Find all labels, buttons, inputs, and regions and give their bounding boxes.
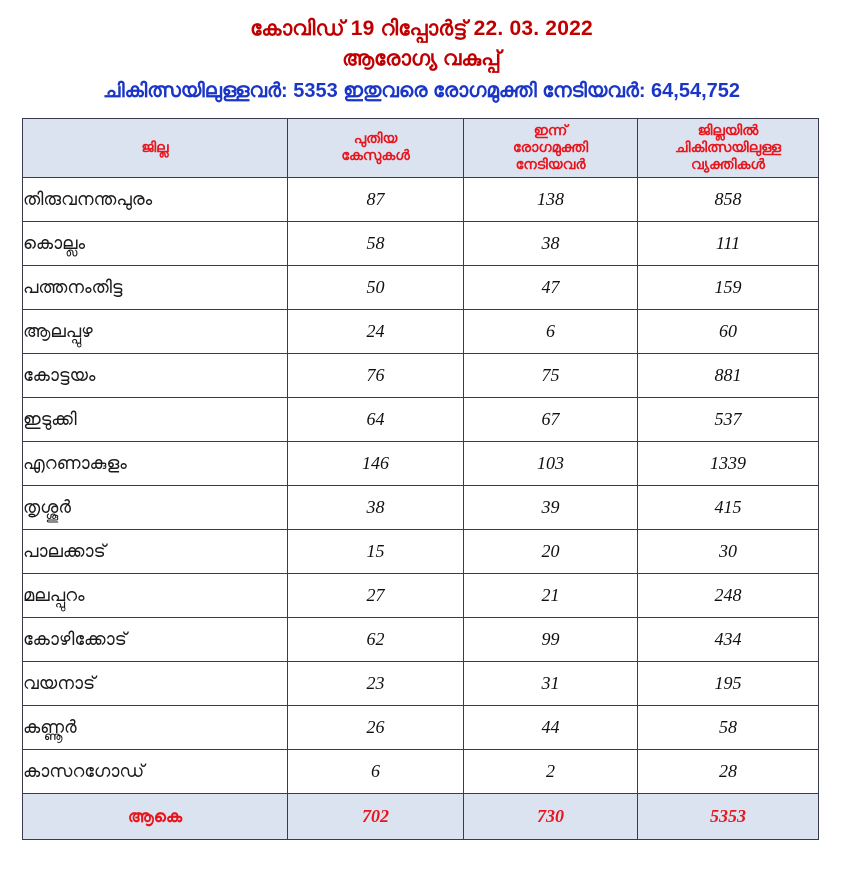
cell-recovered-today: 47 bbox=[464, 266, 638, 310]
cell-new-cases: 15 bbox=[288, 530, 464, 574]
column-header-new-cases-line-2: കേസുകൾ bbox=[341, 148, 410, 164]
cell-active-cases: 881 bbox=[638, 354, 819, 398]
table-row bbox=[23, 706, 819, 750]
cell-recovered-today: 31 bbox=[464, 662, 638, 706]
cell-new-cases: 24 bbox=[288, 310, 464, 354]
column-header-district-line-1: ജില്ല bbox=[141, 139, 169, 156]
cell-district: പാലക്കാട് bbox=[23, 530, 288, 574]
table-row bbox=[23, 574, 819, 618]
table-row bbox=[23, 222, 819, 266]
cell-active-cases: 858 bbox=[638, 178, 819, 222]
cell-district: കൊല്ലം bbox=[23, 222, 288, 266]
column-header-recovered-today-line-2: രോഗമുക്തി bbox=[512, 139, 589, 156]
cell-district: തൃശ്ശൂർ bbox=[23, 486, 288, 530]
cell-district: ആലപ്പുഴ bbox=[23, 310, 288, 354]
cell-district: വയനാട് bbox=[23, 662, 288, 706]
cell-district: ഇടുക്കി bbox=[23, 398, 288, 442]
cell-active-cases: 30 bbox=[638, 530, 819, 574]
cell-active-cases: 58 bbox=[638, 706, 819, 750]
cell-total-recovered-today: 730 bbox=[464, 794, 638, 840]
cell-recovered-today: 44 bbox=[464, 706, 638, 750]
cell-new-cases: 27 bbox=[288, 574, 464, 618]
cell-new-cases: 26 bbox=[288, 706, 464, 750]
cell-recovered-today: 6 bbox=[464, 310, 638, 354]
column-header-active-cases bbox=[638, 119, 819, 178]
table-total-row bbox=[23, 794, 819, 840]
cell-recovered-today: 39 bbox=[464, 486, 638, 530]
cell-new-cases: 64 bbox=[288, 398, 464, 442]
cell-active-cases: 28 bbox=[638, 750, 819, 794]
cell-recovered-today: 75 bbox=[464, 354, 638, 398]
cell-district: മലപ്പുറം bbox=[23, 574, 288, 618]
table-body bbox=[23, 178, 819, 840]
cell-district: കോഴിക്കോട് bbox=[23, 618, 288, 662]
cell-district: എറണാകുളം bbox=[23, 442, 288, 486]
cell-recovered-today: 99 bbox=[464, 618, 638, 662]
summary-line: ചികിത്സയിലുള്ളവർ: 5353 ഇതുവരെ രോഗമുക്തി നേടിയവർ: 64,54,752 bbox=[102, 80, 741, 102]
cell-new-cases: 62 bbox=[288, 618, 464, 662]
table-row bbox=[23, 178, 819, 222]
cell-active-cases: 111 bbox=[638, 222, 819, 266]
cell-district: തിരുവനന്തപുരം bbox=[23, 178, 288, 222]
cell-active-cases: 1339 bbox=[638, 442, 819, 486]
cell-new-cases: 76 bbox=[288, 354, 464, 398]
cell-total-new-cases: 702 bbox=[288, 794, 464, 840]
table-row bbox=[23, 442, 819, 486]
cell-new-cases: 87 bbox=[288, 178, 464, 222]
column-header-recovered-today-line-1: ഇന്ന് bbox=[533, 122, 568, 139]
column-header-active-cases-line-1: ജില്ലയിൽ bbox=[697, 122, 759, 139]
report-header bbox=[0, 0, 843, 106]
cell-recovered-today: 138 bbox=[464, 178, 638, 222]
cell-active-cases: 434 bbox=[638, 618, 819, 662]
cell-district: കാസറഗോഡ് bbox=[23, 750, 288, 794]
cell-total-label: ആകെ bbox=[23, 794, 288, 840]
cell-new-cases: 23 bbox=[288, 662, 464, 706]
district-table-container bbox=[22, 118, 818, 840]
table-row bbox=[23, 486, 819, 530]
cell-active-cases: 195 bbox=[638, 662, 819, 706]
table-row bbox=[23, 662, 819, 706]
cell-district: പത്തനംതിട്ട bbox=[23, 266, 288, 310]
cell-district: കോട്ടയം bbox=[23, 354, 288, 398]
page-title: കോവിഡ് 19 റിപ്പോർട്ട് 22. 03. 2022 bbox=[250, 17, 593, 40]
department-name: ആരോഗ്യ വകുപ്പ് bbox=[342, 47, 501, 70]
table-row bbox=[23, 266, 819, 310]
cell-new-cases: 146 bbox=[288, 442, 464, 486]
cell-recovered-today: 38 bbox=[464, 222, 638, 266]
cell-active-cases: 248 bbox=[638, 574, 819, 618]
cell-recovered-today: 20 bbox=[464, 530, 638, 574]
table-header-row bbox=[23, 119, 819, 178]
cell-new-cases: 50 bbox=[288, 266, 464, 310]
table-row bbox=[23, 750, 819, 794]
cell-district: കണ്ണൂർ bbox=[23, 706, 288, 750]
table-row bbox=[23, 354, 819, 398]
district-statistics-table bbox=[22, 118, 819, 840]
cell-total-active-cases: 5353 bbox=[638, 794, 819, 840]
column-header-recovered-today bbox=[464, 119, 638, 178]
column-header-active-cases-line-3: വ്യക്തികൾ bbox=[691, 156, 765, 173]
column-header-active-cases-line-2: ചികിത്സയിലുള്ള bbox=[674, 139, 782, 156]
cell-recovered-today: 67 bbox=[464, 398, 638, 442]
column-header-recovered-today-line-3: നേടിയവർ bbox=[515, 156, 586, 173]
cell-active-cases: 159 bbox=[638, 266, 819, 310]
table-row bbox=[23, 530, 819, 574]
cell-new-cases: 6 bbox=[288, 750, 464, 794]
cell-active-cases: 537 bbox=[638, 398, 819, 442]
cell-new-cases: 38 bbox=[288, 486, 464, 530]
cell-active-cases: 415 bbox=[638, 486, 819, 530]
column-header-new-cases-line-1: പുതിയ bbox=[353, 131, 398, 147]
column-header-district bbox=[23, 119, 288, 178]
column-header-new-cases bbox=[288, 119, 464, 178]
cell-recovered-today: 103 bbox=[464, 442, 638, 486]
cell-recovered-today: 21 bbox=[464, 574, 638, 618]
table-row bbox=[23, 310, 819, 354]
table-row bbox=[23, 618, 819, 662]
table-header bbox=[23, 119, 819, 178]
cell-new-cases: 58 bbox=[288, 222, 464, 266]
cell-recovered-today: 2 bbox=[464, 750, 638, 794]
cell-active-cases: 60 bbox=[638, 310, 819, 354]
table-row bbox=[23, 398, 819, 442]
